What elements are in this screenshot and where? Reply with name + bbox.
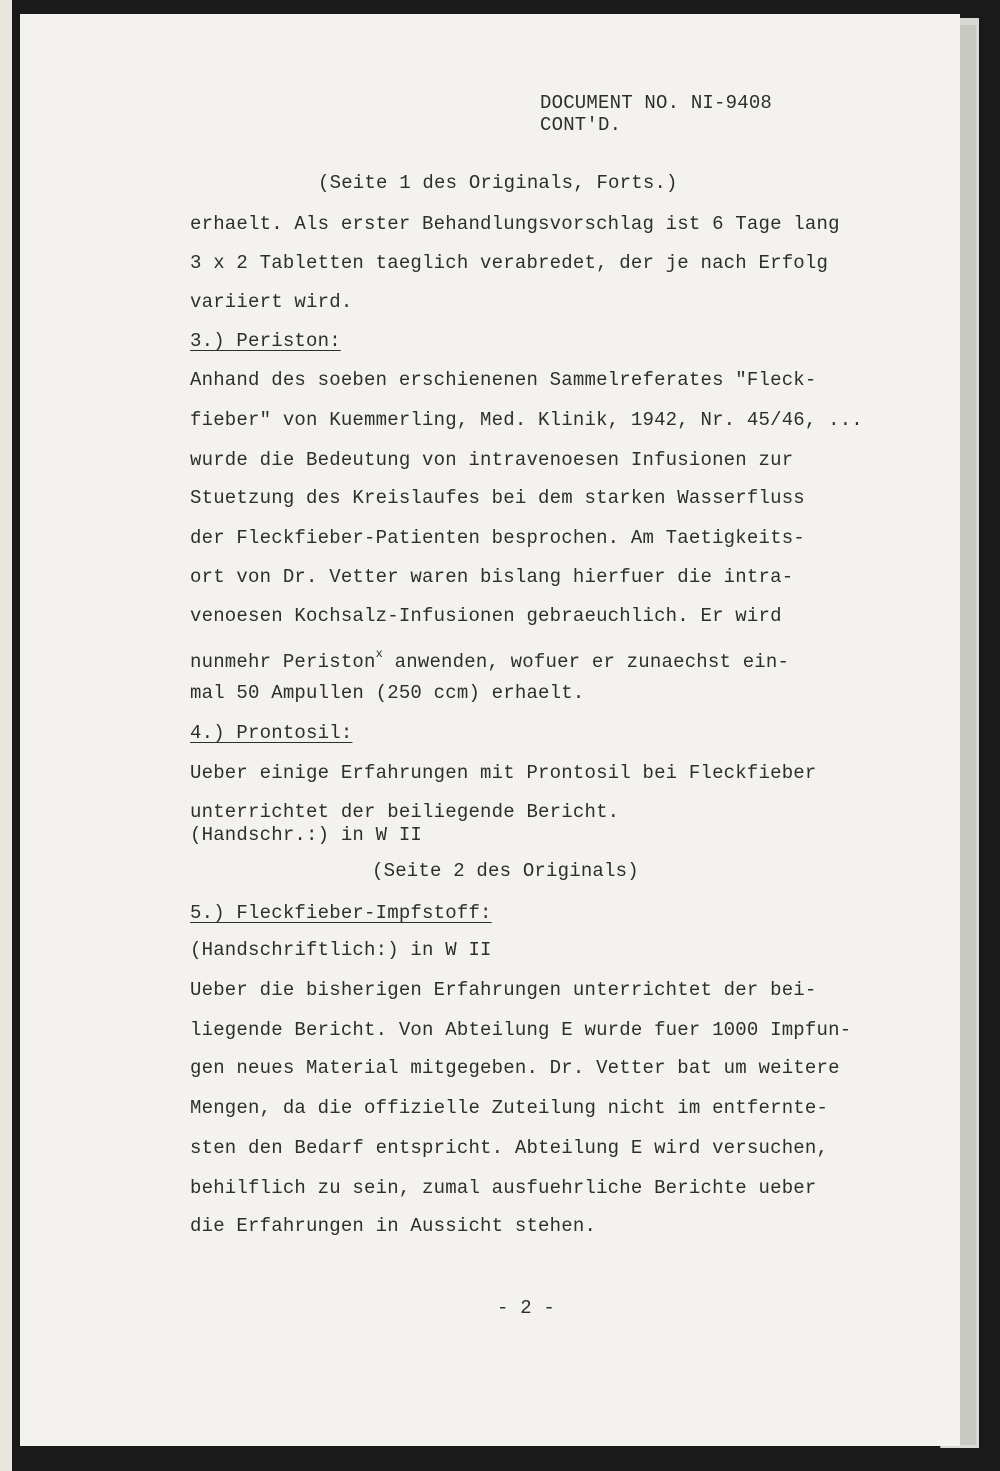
section-heading-periston: 3.) Periston: — [190, 330, 341, 352]
text-line: fieber" von Kuemmerling, Med. Klinik, 1942, Nr. 45/46, ... — [190, 409, 863, 431]
text-line: erhaelt. Als erster Behandlungsvorschlag ist 6 Tage lang — [190, 213, 840, 235]
text-line: Ueber einige Erfahrungen mit Prontosil bei Fleckfieber — [190, 762, 817, 784]
continued-label: CONT'D. — [540, 114, 622, 136]
text-line: mal 50 Ampullen (250 ccm) erhaelt. — [190, 682, 585, 704]
text-line: (Handschriftlich:) in W II — [190, 939, 492, 961]
binding-edge — [0, 0, 12, 1471]
text-line: ort von Dr. Vetter waren bislang hierfuer die intra- — [190, 566, 794, 588]
text-line — [190, 643, 789, 673]
text-line: behilflich zu sein, zumal ausfuehrliche Berichte ueber — [190, 1177, 817, 1199]
text-line: Ueber die bisherigen Erfahrungen unterrichtet der bei- — [190, 979, 817, 1001]
text-line: 3 x 2 Tabletten taeglich verabredet, der je nach Erfolg — [190, 252, 829, 274]
text-line: wurde die Bedeutung von intravenoesen Infusionen zur — [190, 449, 794, 471]
text-line: Stuetzung des Kreislaufes bei dem starken Wasserfluss — [190, 487, 805, 509]
text-line: (Handschr.:) in W II — [190, 824, 423, 846]
section-heading-impfstoff: 5.) Fleckfieber-Impfstoff: — [190, 902, 492, 924]
page-note: (Seite 2 des Originals) — [372, 860, 639, 882]
text-line: unterrichtet der beiliegende Bericht. — [190, 801, 620, 823]
text-segment: anwenden, wofuer er zunaechst ein- — [383, 651, 790, 673]
text-line: die Erfahrungen in Aussicht stehen. — [190, 1215, 597, 1237]
footnote-mark: x — [375, 647, 384, 661]
text-line: der Fleckfieber-Patienten besprochen. Am Taetigkeits- — [190, 527, 805, 549]
text-line: gen neues Material mitgegeben. Dr. Vetter bat um weitere — [190, 1057, 840, 1079]
text-line: liegende Bericht. Von Abteilung E wurde fuer 1000 Impfun- — [190, 1019, 852, 1041]
page-note: (Seite 1 des Originals, Forts.) — [318, 172, 678, 194]
text-line: Anhand des soeben erschienenen Sammelreferates "Fleck- — [190, 369, 817, 391]
text-line: venoesen Kochsalz-Infusionen gebraeuchlich. Er wird — [190, 605, 782, 627]
text-segment: nunmehr Periston — [190, 651, 376, 673]
page-number: - 2 - — [497, 1297, 556, 1319]
document-number: DOCUMENT NO. NI-9408 — [540, 92, 773, 114]
text-line: variiert wird. — [190, 291, 353, 313]
section-heading-prontosil: 4.) Prontosil: — [190, 722, 353, 744]
text-line: Mengen, da die offizielle Zuteilung nicht im entfernte- — [190, 1097, 829, 1119]
text-line: sten den Bedarf entspricht. Abteilung E wird versuchen, — [190, 1137, 829, 1159]
